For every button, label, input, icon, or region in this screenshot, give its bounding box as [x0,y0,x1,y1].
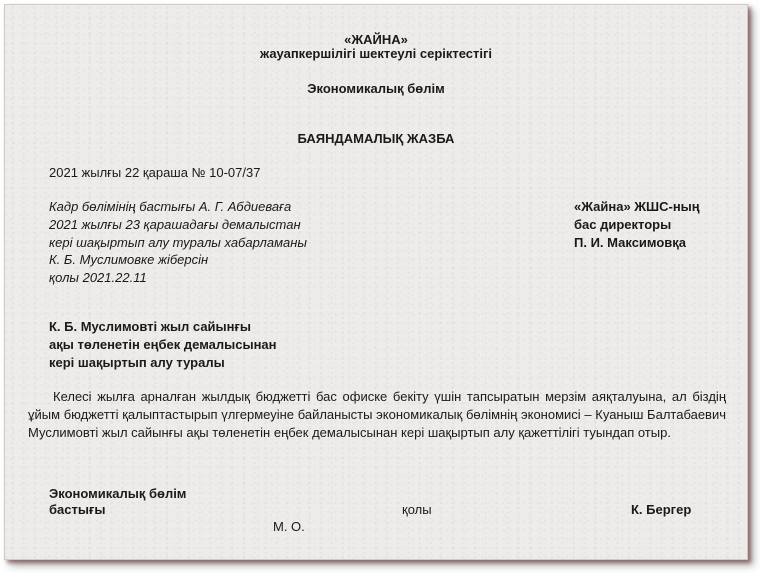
resolution-line-2: 2021 жылғы 23 қарашадағы демалыстан [49,217,301,232]
resolution-signature-date: қолы 2021.22.11 [49,270,147,285]
body-paragraph: Келесі жылға арналған жылдық бюджетті бас офиске бекіту үшін тапсыратын мерзім аяқталуына, ал біздің ұйым бюджетті қалыптастырып үлгермеуіне байланысты экономикалық бөлімнің экономисі – Куаныш Балтабаевич Муслимовті жыл сайынғы ақы төленетін еңбек демалысынан кері шақыртып алу қажеттілігі туындап отыр. [28,389,726,440]
org-name: «ЖАЙНА» [344,32,408,47]
doc-title: БАЯНДАМАЛЫҚ ЖАЗБА [297,131,455,146]
signer-name: К. Бергер [631,502,692,517]
department-name: Экономикалық бөлім [307,81,445,96]
org-type: жауапкершілігі шектеулі серіктестігі [259,46,493,61]
seal-place: М. О. [273,519,305,534]
subject-line-2: ақы төленетін еңбек демалысынан [49,337,277,352]
doc-date-number: 2021 жылғы 22 қараша № 10-07/37 [49,165,261,180]
resolution-line-3: кері шақыртып алу туралы хабарламаны [49,235,307,250]
subject-line-1: К. Б. Муслимовті жыл сайынғы [49,319,252,334]
subject-line-3: кері шақыртып алу туралы [49,355,225,370]
signer-position-line-1: Экономикалық бөлім [49,486,187,501]
resolution-line-4: К. Б. Муслимовке жіберсін [49,252,209,267]
addressee-line-1: «Жайна» ЖШС-ның [574,199,700,214]
addressee-line-3: П. И. Максимовқа [574,235,687,250]
resolution-line-1: Кадр бөлімінің бастығы А. Г. Абдиеваға [49,199,292,214]
signer-position-line-2: бастығы [49,502,106,517]
signature-label: қолы [402,502,432,517]
document-page [4,4,748,560]
addressee-line-2: бас директоры [574,217,672,232]
